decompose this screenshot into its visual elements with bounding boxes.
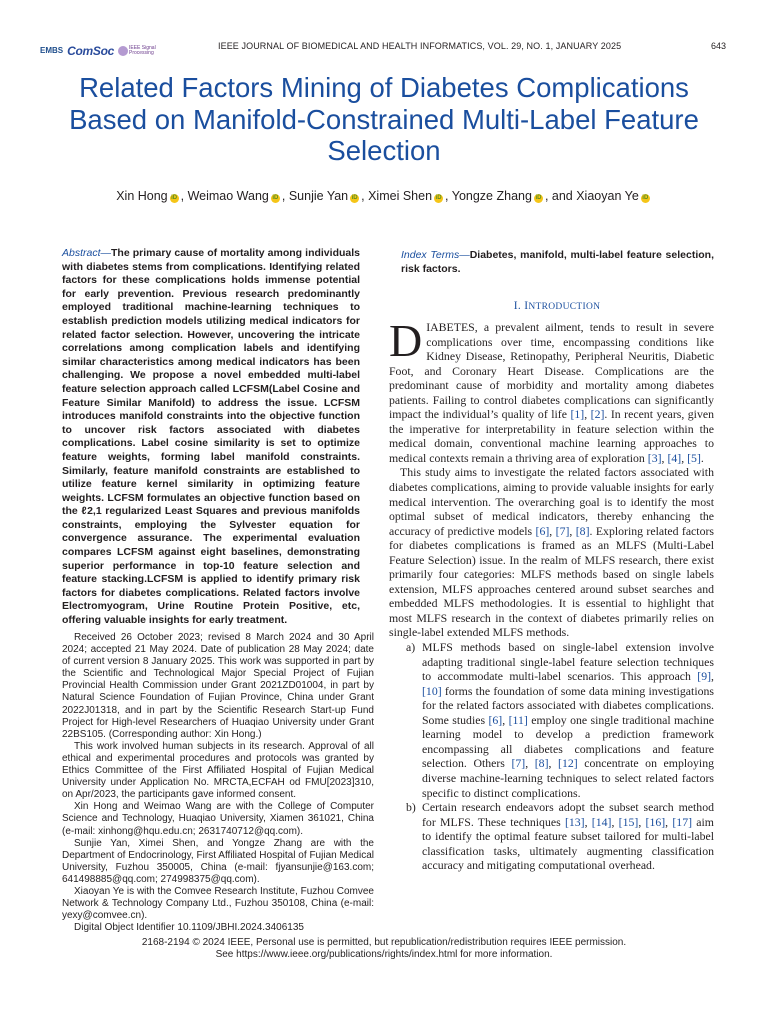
orcid-icon[interactable]: iD: [272, 195, 279, 201]
citation-link[interactable]: [15]: [618, 814, 639, 829]
author-list: Xin Hong iD , Weimao Wang iD , Sunjie Yan iD , Ximei Shen iD , Yongze Zhang iD , and Xiaoyan Ye iD: [116, 189, 649, 203]
rights-link[interactable]: See https://www.ieee.org/publications/rights/index.html for more information.: [215, 949, 553, 960]
orcid-icon[interactable]: iD: [642, 195, 649, 201]
citation-link[interactable]: [12]: [558, 756, 578, 771]
footnotes: [62, 632, 374, 934]
citation-link[interactable]: [9]: [697, 669, 712, 684]
abstract-label: Abstract—: [62, 247, 112, 259]
author-name: Weimao Wang: [187, 189, 269, 203]
citation-link[interactable]: [4]: [667, 450, 682, 465]
orcid-icon[interactable]: iD: [435, 195, 442, 201]
citation-link[interactable]: [10]: [422, 683, 442, 698]
author-name: Sunjie Yan: [288, 189, 349, 203]
list-marker: b): [406, 800, 416, 815]
citation-link[interactable]: [11]: [508, 712, 528, 727]
citation-link[interactable]: [14]: [591, 814, 612, 829]
journal-citation: IEEE JOURNAL OF BIOMEDICAL AND HEALTH INFORMATICS, VOL. 29, NO. 1, JANUARY 2025: [218, 41, 622, 51]
citation-link[interactable]: [8]: [534, 756, 549, 771]
footnote-affiliation: Sunjie Yan, Ximei Shen, and Yongze Zhang are with the Department of Endocrinology, First Affiliated Hospital of Fujian Medical University, Fuzhou 350005, China (e-mail: fjyansunjie@163.com; 641498885@qq.com; 274998375@qq.com).: [62, 837, 374, 885]
paper-title: Related Factors Mining of Diabetes Complications Based on Manifold-Constrained Multi-Label Feature Selection: [69, 72, 699, 166]
orcid-icon[interactable]: iD: [171, 195, 178, 201]
intro-paragraph: DIABETES, a prevalent ailment, tends to result in severe complications over time, encompassing conditions like Kidney Disease, Retinopathy, Peripheral Neuritis, Diabetic Foot, and Coronary Heart Disease. Complications are the predominant cause of morbidity and mortality among diabetes patients. Failing to control diabetes complications can significantly impact the individual’s quality of life [1], [2]. In recent years, given the imperative for interpretability in feature selection within the medical domain, conventional machine learning approaches to medical contexts remain a thriving area of exploration [3], [4], [5].: [389, 315, 714, 465]
index-terms: [401, 249, 714, 276]
index-terms-text: Diabetes, manifold, multi-label feature selection, risk factors.: [401, 249, 714, 275]
author-name: Xin Hong: [116, 189, 168, 203]
footnote-affiliation: Xin Hong and Weimao Wang are with the College of Computer Science and Technology, Huaqiao University, Xiamen 361021, China (e-mail: xinhong@hqu.edu.cn; 2631740712@qq.com).: [62, 801, 374, 837]
footnote-affiliation: Xiaoyan Ye is with the Comvee Research Institute, Fuzhou Comvee Network & Technology Company Ltd., Fuzhou 350108, China (e-mail: yexy@comvee.cn).: [62, 885, 374, 922]
society-logos: [40, 40, 169, 62]
citation-link[interactable]: [13]: [564, 814, 585, 829]
introduction-body: [389, 315, 714, 873]
citation-link[interactable]: [8]: [575, 523, 590, 538]
citation-link[interactable]: [6]: [535, 523, 550, 538]
comsoc-logo: ComSoc: [67, 44, 114, 58]
copyright-notice: [40, 937, 728, 961]
citation-link[interactable]: [7]: [555, 523, 570, 538]
orcid-icon[interactable]: iD: [535, 195, 542, 201]
copyright-line: 2168-2194 © 2024 IEEE, Personal use is permitted, but republication/redistribution requires IEEE permission.: [141, 937, 627, 948]
list-item: a) MLFS methods based on single-label extension involve adapting traditional single-label feature selection techniques to accommodate multi-label scenarios. This approach [9], [10] forms the foundation of some data mining investigations for the related factors associated with diabetes complications. Some studies [6], [11] employ one single traditional machine learning model to develop a prediction framework encompassing all diabetes complications and feature selection. Others [7], [8], [12] concentrate on employing diverse machine-learning techniques to select related factors specific to distinct complications.: [406, 640, 714, 800]
citation-link[interactable]: [1]: [570, 407, 585, 422]
citation-link[interactable]: [6]: [488, 712, 503, 727]
citation-link[interactable]: [16]: [645, 814, 666, 829]
sp-emblem-icon: [118, 46, 128, 56]
list-marker: a): [406, 640, 416, 655]
orcid-icon[interactable]: iD: [351, 195, 358, 201]
citation-link[interactable]: [7]: [511, 756, 526, 771]
section-heading: I. INTRODUCTION: [513, 300, 601, 312]
index-terms-label: Index Terms—: [401, 249, 470, 261]
embs-logo: EMBS: [40, 46, 64, 55]
citation-link[interactable]: [3]: [647, 450, 662, 465]
drop-cap: D: [389, 315, 423, 366]
intro-paragraph: This study aims to investigate the related factors associated with diabetes complications, aiming to provide valuable insights for early medical intervention. The overarching goal is to identify the most optimal subset of medical indicators, thereby enhancing the accuracy of predictive models [6], [7], [8]. Exploring related factors for diabetes complications is framed as an MLFS (Multi-Label Feature Selection) issue. In the realm of MLFS research, there exist primarily four categories: MLFS methods based on single labels extension, MLFS approaches centered around subset searches and embedded MLFS methodologies. It is essential to highlight that most MLFS research in the context of diabetes primarily relies on single-label extended MLFS methods.: [389, 465, 714, 640]
author-name: Ximei Shen: [368, 189, 433, 203]
citation-link[interactable]: [2]: [590, 407, 605, 422]
page-number: 643: [710, 41, 726, 51]
running-header: [40, 40, 728, 60]
author-name: Yongze Zhang: [451, 189, 532, 203]
list-item: b) Certain research endeavors adopt the subset search method for MLFS. These techniques [13], [14], [15], [16], [17] aim to identify the optimal feature subset tailored for multi-label classification tasks, ultimately augmenting classification accuracy and mitigating computational overhead.: [406, 800, 714, 873]
footnote-ethics: This work involved human subjects in its research. Approval of all ethical and experimental procedures and protocols was granted by Ethics Committee of the First Affiliated Hospital of Fujian Medical University under Application No. MRCTA,ECFAH od FMU[2023]310, on Apr/2023, the participants gave informed consent.: [62, 740, 374, 801]
footnote-received: Received 26 October 2023; revised 8 March 2024 and 30 April 2024; accepted 21 May 2024. Date of publication 28 May 2024; date of current version 8 January 2025. This work was supported in part by the Scientific and Technological Major Special Project of Fujian Provincial Health Commission under Grant 2021ZD01004, in part by Natural Science Foundation of Fujian Province, China under Grant 2022J01318, and in part by the Scientific Research Start-up Fund Project for High-level Researchers of Huaqiao University under Grant 22BS105. (Corresponding author: Xin Hong.): [62, 632, 374, 740]
author-name: and Xiaoyan Ye: [551, 189, 639, 203]
abstract-text: The primary cause of mortality among individuals with diabetes stems from complications. Identifying related factors for these complications holds immense potential for early prevention. Previous research predominantly employed traditional machine-learning techniques to establish prediction models utilizing medical indicators for related factor selection. However, uncovering the intricate correlations among complication labels and identifying similar characteristics among medical indicators has been challenging. We propose a novel embedded multi-label feature selection approach called LCFSM(Label Cosine and Feature Similar Manifold) to address the issue. LCFSM introduces manifold constraints into the objective function to uncover risk factors associated with diabetes complications. Label cosine similarity is set to optimize feature weights, forming label manifold constraints. Similarly, feature manifold constraints are established to utilize feature kernel similarity in optimizing feature weights. LCFSM formulates an objective function based on the ℓ2,1 regularized Least Squares and previous manifolds constraints, employing the Sylvester equation for convergence assurance. The experimental evaluation compares LCFSM against eight baselines, demonstrating superior performance in top-10 feature selection and feature stacking.LCFSM is applied to identify primary risk factors for diabetes complications. Related factors involve Electromyogram, Urine Routine Protein Positive, etc, offering valuable insights for early treatment.: [62, 247, 360, 627]
footnote-doi: Digital Object Identifier 10.1109/JBHI.2024.3406135: [74, 922, 304, 934]
signal-processing-logo: IEEE Signal Processing: [118, 46, 169, 56]
citation-link[interactable]: [17]: [672, 814, 693, 829]
abstract: [62, 247, 360, 628]
citation-link[interactable]: [5]: [687, 450, 701, 465]
